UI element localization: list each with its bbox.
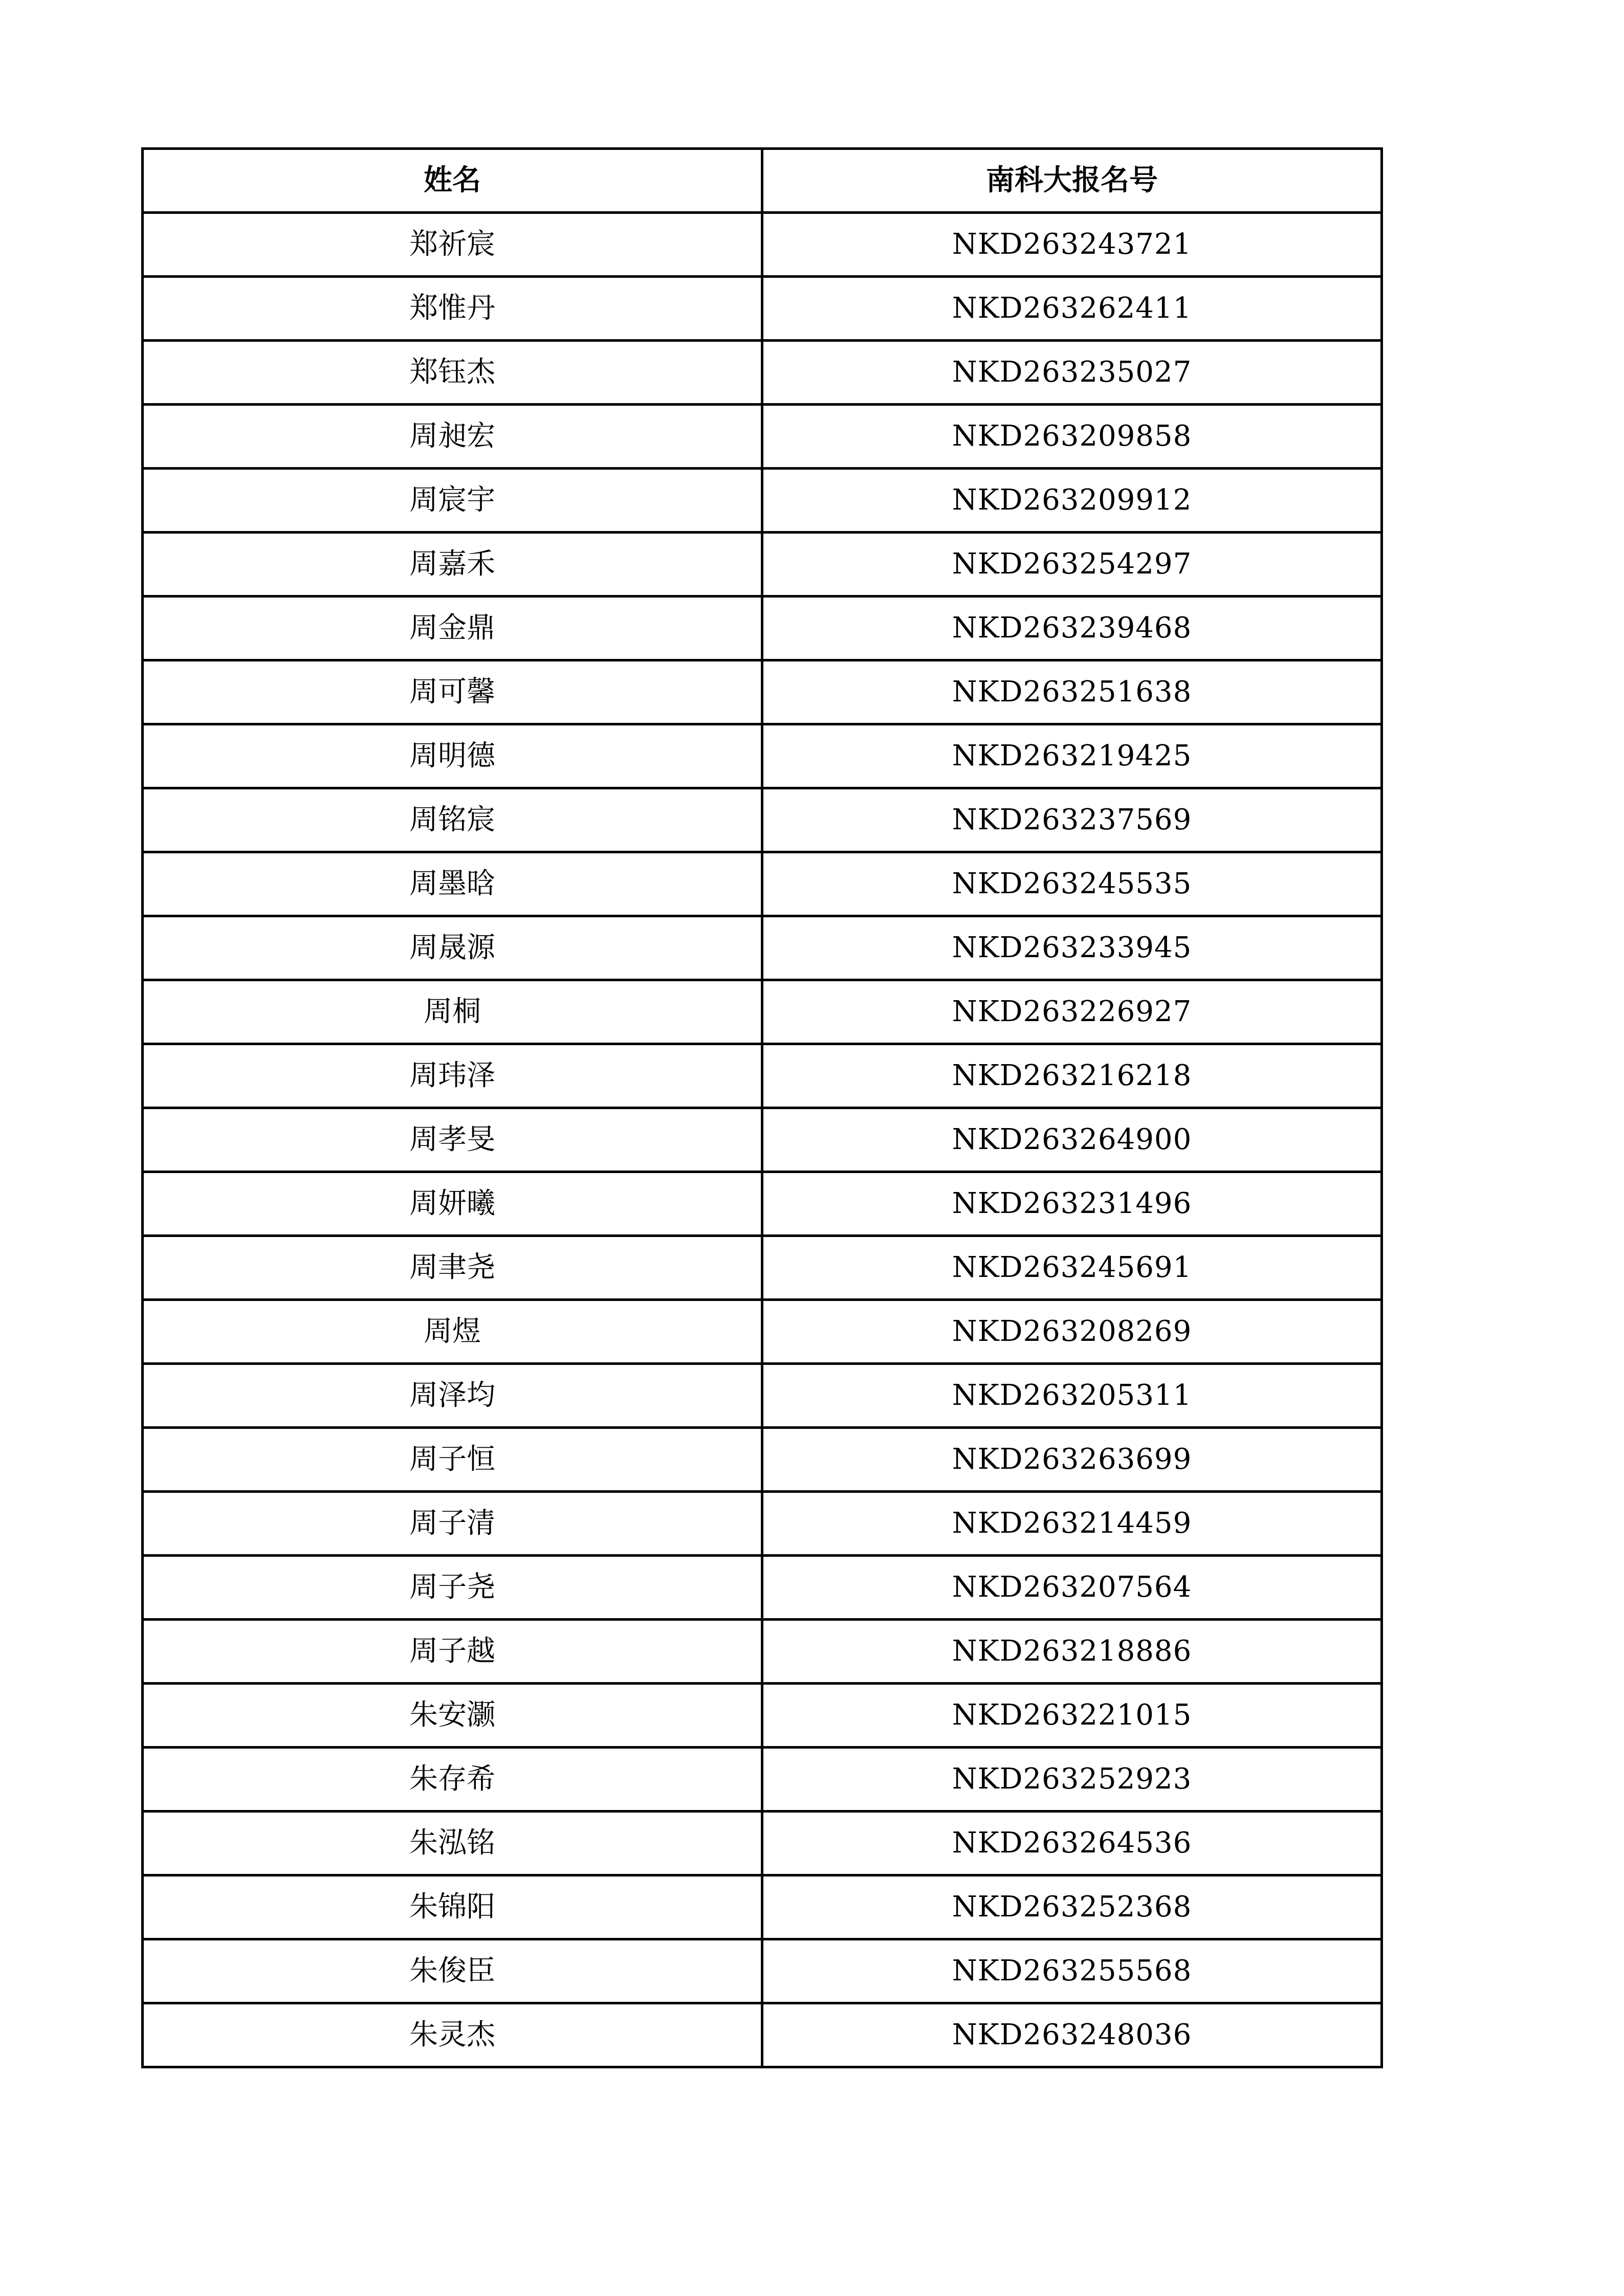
student-name-cell: 周妍曦 <box>143 1172 762 1236</box>
student-name-cell: 周嘉禾 <box>143 533 762 597</box>
student-name-cell: 周晟源 <box>143 916 762 980</box>
registration-number-cell: NKD263255568 <box>762 1939 1382 2003</box>
table-row <box>143 1300 1382 1364</box>
table-row <box>143 2003 1382 2067</box>
student-name-cell: 周煜 <box>143 1300 762 1364</box>
table-row <box>143 213 1382 277</box>
table-row <box>143 1875 1382 1939</box>
registration-number-cell: NKD263251638 <box>762 660 1382 724</box>
table-row <box>143 277 1382 341</box>
registration-number-cell: NKD263262411 <box>762 277 1382 341</box>
table-row <box>143 1684 1382 1748</box>
student-name-cell: 周子清 <box>143 1492 762 1556</box>
table-row <box>143 916 1382 980</box>
student-name-cell: 周聿尧 <box>143 1236 762 1300</box>
registration-number-cell: NKD263263699 <box>762 1428 1382 1492</box>
student-name-cell: 周子恒 <box>143 1428 762 1492</box>
table-row <box>143 1492 1382 1556</box>
student-name-cell: 周子尧 <box>143 1556 762 1620</box>
student-name-cell: 周宸宇 <box>143 469 762 533</box>
table-row <box>143 1556 1382 1620</box>
registration-number-cell: NKD263235027 <box>762 341 1382 405</box>
registration-number-cell: NKD263237569 <box>762 788 1382 852</box>
registration-number-cell: NKD263252368 <box>762 1875 1382 1939</box>
student-name-cell: 郑惟丹 <box>143 277 762 341</box>
registration-number-cell: NKD263207564 <box>762 1556 1382 1620</box>
table-row <box>143 597 1382 660</box>
table-row <box>143 788 1382 852</box>
registration-number-cell: NKD263248036 <box>762 2003 1382 2067</box>
table-row <box>143 1172 1382 1236</box>
table-row <box>143 1748 1382 1812</box>
student-name-cell: 周泽均 <box>143 1364 762 1428</box>
registration-number-cell: NKD263233945 <box>762 916 1382 980</box>
student-name-cell: 朱安灏 <box>143 1684 762 1748</box>
student-name-cell: 朱锦阳 <box>143 1875 762 1939</box>
table-row <box>143 660 1382 724</box>
registration-number-cell: NKD263216218 <box>762 1044 1382 1108</box>
registration-number-cell: NKD263226927 <box>762 980 1382 1044</box>
registration-number-cell: NKD263239468 <box>762 597 1382 660</box>
table-row <box>143 1812 1382 1875</box>
registration-number-cell: NKD263254297 <box>762 533 1382 597</box>
registration-number-cell: NKD263218886 <box>762 1620 1382 1684</box>
table-row <box>143 852 1382 916</box>
table-row <box>143 533 1382 597</box>
student-name-cell: 朱存希 <box>143 1748 762 1812</box>
student-name-cell: 朱泓铭 <box>143 1812 762 1875</box>
registration-number-cell: NKD263264536 <box>762 1812 1382 1875</box>
student-name-cell: 周铭宸 <box>143 788 762 852</box>
registration-number-cell: NKD263219425 <box>762 724 1382 788</box>
registration-table <box>141 147 1383 2068</box>
student-name-cell: 周明德 <box>143 724 762 788</box>
table-row <box>143 469 1382 533</box>
table-row <box>143 1364 1382 1428</box>
registration-number-cell: NKD263209912 <box>762 469 1382 533</box>
student-name-cell: 周墨晗 <box>143 852 762 916</box>
table-row <box>143 341 1382 405</box>
student-name-cell: 周可馨 <box>143 660 762 724</box>
table-row <box>143 1428 1382 1492</box>
registration-number-cell: NKD263231496 <box>762 1172 1382 1236</box>
student-name-cell: 周玮泽 <box>143 1044 762 1108</box>
registration-number-cell: NKD263252923 <box>762 1748 1382 1812</box>
table-row <box>143 1108 1382 1172</box>
student-name-cell: 周昶宏 <box>143 405 762 469</box>
student-name-cell: 郑钰杰 <box>143 341 762 405</box>
table-row <box>143 1939 1382 2003</box>
student-name-cell: 周孝旻 <box>143 1108 762 1172</box>
student-name-cell: 朱俊臣 <box>143 1939 762 2003</box>
registration-number-cell: NKD263214459 <box>762 1492 1382 1556</box>
student-name-cell: 周桐 <box>143 980 762 1044</box>
table-row <box>143 405 1382 469</box>
student-name-cell: 周金鼎 <box>143 597 762 660</box>
registration-number-cell: NKD263209858 <box>762 405 1382 469</box>
student-name-cell: 周子越 <box>143 1620 762 1684</box>
table-row <box>143 1044 1382 1108</box>
table-row <box>143 980 1382 1044</box>
name-column-header: 姓名 <box>143 149 762 213</box>
student-name-cell: 朱灵杰 <box>143 2003 762 2067</box>
student-name-cell: 郑祈宸 <box>143 213 762 277</box>
registration-number-cell: NKD263243721 <box>762 213 1382 277</box>
table-row <box>143 1620 1382 1684</box>
table-header <box>143 149 1382 213</box>
table-row <box>143 724 1382 788</box>
registration-number-cell: NKD263208269 <box>762 1300 1382 1364</box>
registration-number-cell: NKD263245535 <box>762 852 1382 916</box>
registration-number-cell: NKD263221015 <box>762 1684 1382 1748</box>
table-row <box>143 1236 1382 1300</box>
registration-number-cell: NKD263264900 <box>762 1108 1382 1172</box>
table-body <box>143 213 1382 2067</box>
registration-number-cell: NKD263205311 <box>762 1364 1382 1428</box>
registration-number-cell: NKD263245691 <box>762 1236 1382 1300</box>
header-row <box>143 149 1382 213</box>
registration-number-column-header: 南科大报名号 <box>762 149 1382 213</box>
